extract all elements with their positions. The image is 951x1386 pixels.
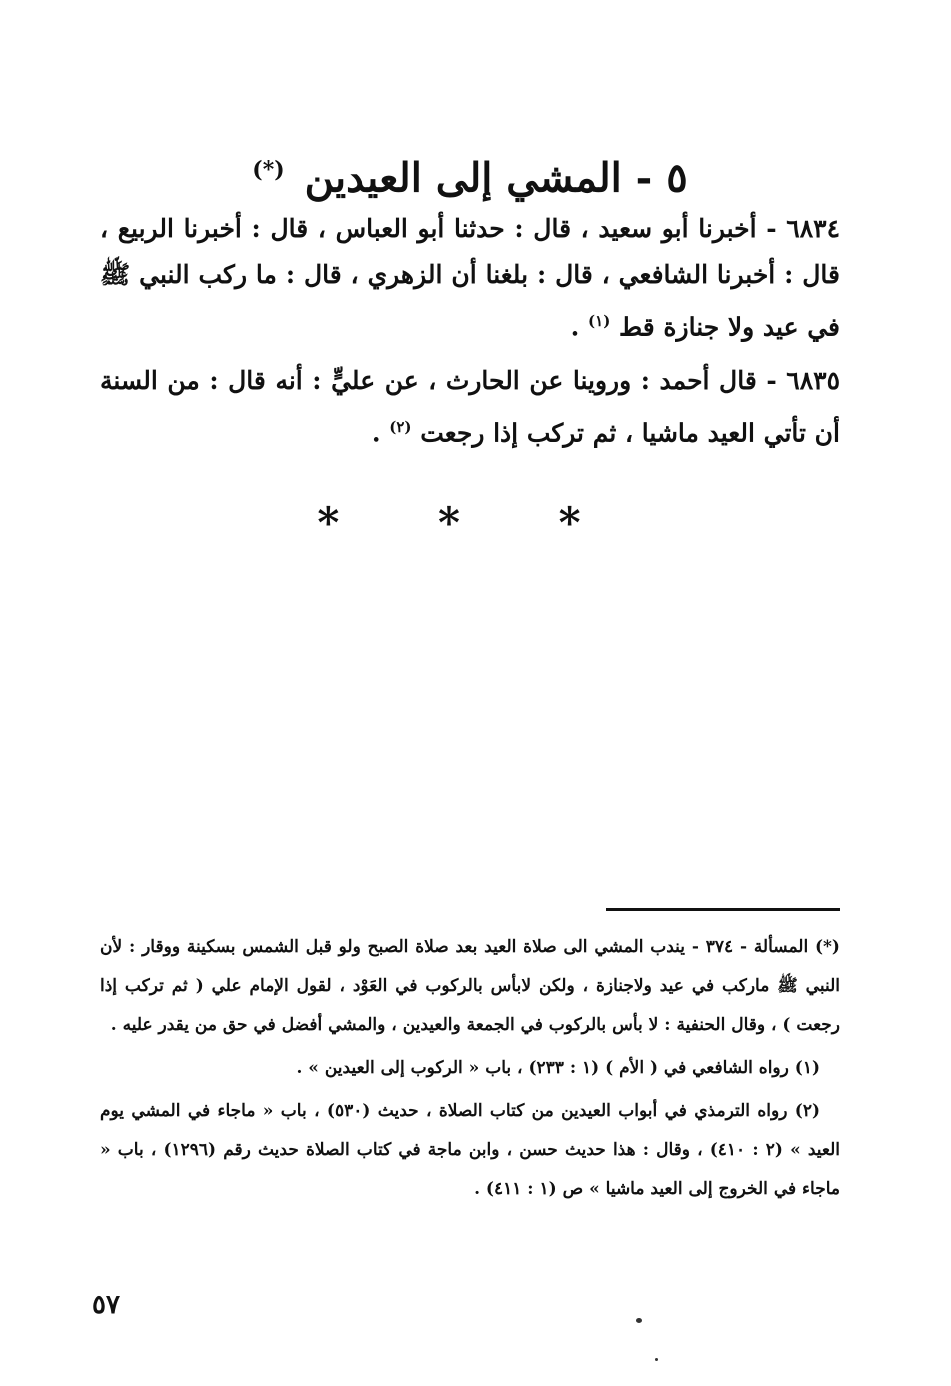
footnote-2: (٢) رواه الترمذي في أبواب العيدين من كتاب الصلاة ، حديث (٥٣٠) ، باب « ماجاء في المشي يوم العيد » (٢ : ٤١٠) ، وقال : هذا حديث حسن ، وابن ماجة في كتاب الصلاة حديث رقم (١٢٩٦) ، باب « ماجاء في الخروج إلى العيد ماشيا » ص (١ : ٤١١) .	[100, 1101, 840, 1199]
scan-speck	[636, 1318, 642, 1323]
footnote-star: (*) المسألة - ٣٧٤ - يندب المشي الى صلاة العيد بعد صلاة الصبح ولو قبل الشمس بسكينة ووقار : لأن النبي ﷺ ماركب في عيد ولاجنازة ، ولكن لابأس بالركوب في العَوْد ، لقول الإمام علي ( ثم تركب إذا رجعت ) ، وقال الحنفية : لا بأس بالركوب في الجمعة والعيدين ، والمشي أفضل في حق من يقدر عليه .	[100, 937, 840, 1035]
chapter-title-text: ٥ - المشي إلى العيدين	[304, 154, 688, 202]
hadith-6834	[100, 206, 840, 350]
footnote-ref-1: (١)	[588, 312, 611, 330]
footnote-divider	[606, 908, 840, 911]
scan-speck	[655, 1358, 658, 1361]
page-number: ٥٧	[92, 1290, 120, 1320]
hadith-6835	[100, 358, 840, 456]
footnotes	[100, 928, 840, 1213]
hadith-end: .	[371, 418, 390, 448]
chapter-title	[100, 140, 840, 208]
section-separator: * * *	[317, 498, 623, 547]
hadith-text: ٦٨٣٤ - أخبرنا أبو سعيد ، قال : حدثنا أبو العباس ، قال : أخبرنا الربيع ، قال : أخبرنا الشافعي ، قال : بلغنا أن الزهري ، قال : ما ركب النبي ﷺ في عيد ولا جنازة قط	[100, 214, 840, 342]
footnote-ref-2: (٢)	[389, 418, 412, 437]
hadith-end: .	[570, 312, 589, 342]
hadith-text: ٦٨٣٥ - قال أحمد : وروينا عن الحارث ، عن عليٍّ : أنه قال : من السنة أن تأتي العيد ماشيا ، ثم تركب إذا رجعت	[100, 366, 840, 448]
main-text	[100, 206, 840, 465]
chapter-title-footnote-mark: (*)	[252, 157, 285, 183]
footnote-1: (١) رواه الشافعي في ( الأم ) (١ : ٢٣٣) ، باب « الركوب إلى العيدين » .	[296, 1058, 820, 1078]
